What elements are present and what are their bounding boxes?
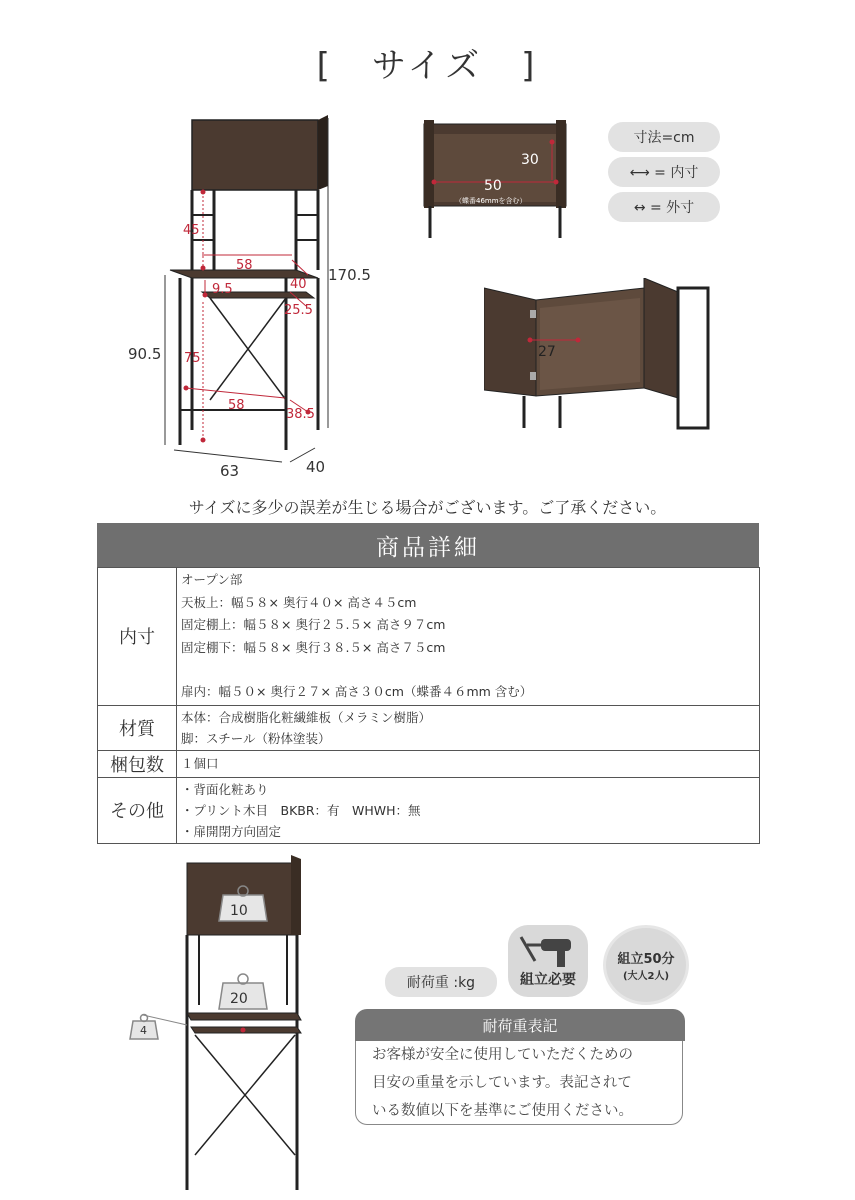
spec-label: 内寸: [98, 568, 177, 706]
legend-outer: ↔ = 外寸: [608, 192, 720, 222]
spec-line: 天板上：幅５８× 奥行４０× 高さ４５cm: [181, 594, 417, 610]
dim-total-height: 170.5: [328, 266, 371, 284]
load-box-body: [355, 1041, 683, 1125]
assembly-required-label: 組立必要: [520, 972, 576, 988]
shelf-dimension-drawing: [110, 110, 400, 480]
dim-top-depth: 40: [290, 277, 307, 292]
page-title: [ サイズ ]: [316, 46, 539, 86]
spec-value: [177, 568, 760, 706]
spec-line: オープン部: [181, 572, 243, 587]
spec-line: ・プリント木目 BKBR：有 WHWH：無: [181, 802, 421, 818]
spec-row-package: [98, 750, 760, 777]
spec-row-inner: [98, 568, 760, 706]
load-box-line: お客様が安全に使用していただくための: [372, 1047, 633, 1063]
spec-value: [177, 750, 760, 777]
dim-mid-depth: 25.5: [284, 303, 313, 318]
tolerance-note: サイズに多少の誤差が生じる場合がございます。ご了承ください。: [188, 498, 667, 517]
assembly-time-badge: [603, 925, 689, 1005]
cabinet-open-drawing: [484, 278, 714, 430]
load-middle-value: 20: [230, 991, 248, 1007]
spec-value: [177, 705, 760, 750]
spec-line: 本体：合成樹脂化粧繊維板（メラミン樹脂）: [181, 709, 432, 725]
dim-top-height: 45: [183, 223, 200, 238]
load-capacity-drawing: [125, 855, 315, 1195]
spec-table: [97, 567, 760, 844]
spec-row-other: [98, 777, 760, 843]
cabinet-depth: 30: [521, 152, 539, 168]
dim-low-width: 58: [228, 398, 245, 413]
load-box-title: 耐荷重表記: [355, 1009, 685, 1041]
cabinet-width: 50: [484, 178, 502, 194]
spec-label: 材質: [98, 705, 177, 750]
dim-mid-gap: 9.5: [212, 282, 233, 297]
dim-depth: 40: [306, 458, 326, 476]
load-shelf-value: 4: [140, 1024, 147, 1037]
legend-inner: ⟷ = 内寸: [608, 157, 720, 187]
spec-line: １個口: [181, 755, 219, 771]
cabinet-hinge-note: （蝶番46mmを含む）: [455, 197, 527, 205]
dim-low-depth: 38.5: [286, 407, 315, 422]
drill-icon: [517, 933, 579, 969]
spec-line: ・背面化粧あり: [181, 781, 269, 797]
legend-unit: 寸法=cm: [608, 122, 720, 152]
dim-low-height: 75: [184, 351, 201, 366]
cabinet-inner-height: 27: [538, 344, 556, 360]
assembly-people-label: (大人2人): [622, 971, 670, 982]
spec-line: ・扉開閉方向固定: [181, 823, 282, 839]
assembly-required-badge: [508, 925, 588, 997]
spec-label: 梱包数: [98, 750, 177, 777]
dim-width: 63: [220, 462, 240, 480]
load-box-line: いる数値以下を基準にご使用ください。: [372, 1103, 633, 1119]
spec-value: [177, 777, 760, 843]
spec-line: 脚：スチール（粉体塗装）: [181, 730, 331, 746]
assembly-time-label: 組立50分: [617, 952, 675, 967]
dim-top-width: 58: [236, 258, 253, 273]
spec-line: 固定棚上：幅５８× 奥行２５.５× 高さ９７cm: [181, 617, 446, 632]
spec-line: 扉内：幅５０× 奥行２７× 高さ３０cm（蝶番４６mm 含む）: [181, 684, 533, 699]
load-unit-label: 耐荷重 :kg: [385, 967, 497, 997]
spec-row-material: [98, 705, 760, 750]
spec-line: [181, 659, 755, 681]
spec-line: 固定棚下：幅５８× 奥行３８.５× 高さ７５cm: [181, 639, 446, 655]
dim-lower-height: 90.5: [128, 345, 162, 363]
spec-header: 商品詳細: [97, 523, 759, 567]
load-top-value: 10: [230, 903, 248, 919]
load-box-line: 目安の重量を示しています。表記されて: [372, 1075, 632, 1091]
spec-label: その他: [98, 777, 177, 843]
